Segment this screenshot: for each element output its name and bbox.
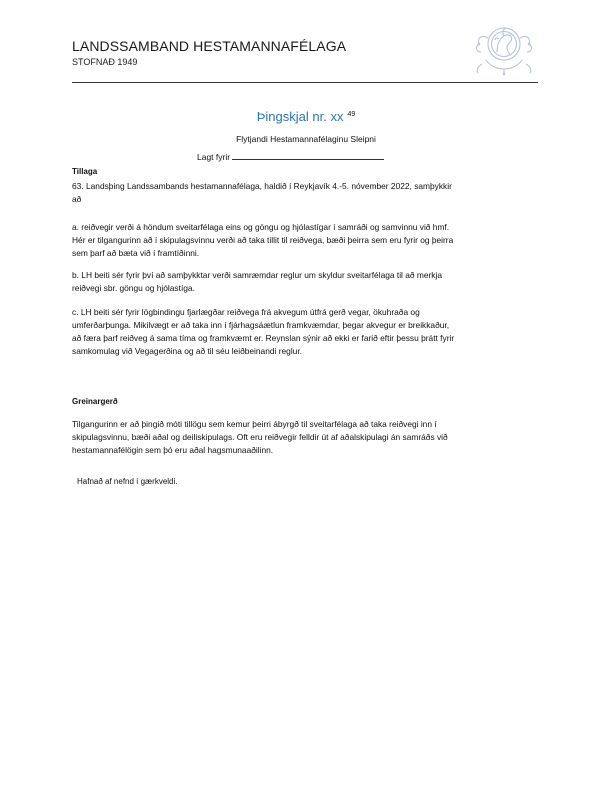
document-number: 49 [347,111,356,118]
document-title-text: Þingskjal nr. xx [256,109,344,124]
proposal-item-c [72,306,542,358]
text-line: hestamannafélögin sem þó eru aðal hagsmunaaðilinn. [72,445,274,455]
proposal-heading: Tillaga [72,167,98,176]
text-line: c. LH beiti sér fyrir lögbindingu fjarlægðar reiðvega frá akvegum útfrá gerð vegar, ökuhraða og [72,307,420,317]
presenter-line: Flytjandi Hestamannafélaginu Sleipni [236,134,376,144]
horse-emblem-icon [466,20,542,76]
founded-line: STOFNAÐ 1949 [72,57,138,67]
text-line: b. LH beiti sér fyrir því að samþykktar verði samræmdar reglur um skyldur sveitarfélaga til að merkja [72,270,443,280]
text-line: 63. Landsþing Landssambands hestamannafélaga, haldið í Reykjavík 4.-5. nóvember 2022, samþykkir [72,181,452,191]
rationale-text [72,418,542,457]
text-line: Hér er tilgangurinn að í skipulagsvinnu verði að taka tillit til reiðvega, bæði þeirra sem eru fyrir og þeirra [72,235,454,245]
text-line: a. reiðvegir verði á höndum sveitarfélaga eins og göngu og hjólastígar í samráði og samvinnu við hmf. [72,222,450,232]
submitted-label: Lagt fyrir [197,152,231,162]
submitted-to-line [197,151,384,162]
text-line: reiðvegi sbr. göngu og hjólastíga. [72,283,195,293]
rationale-heading: Greinargerð [72,397,118,406]
proposal-item-a [72,221,542,260]
committee-note: Hafnað af nefnd í gærkveldi. [77,477,178,486]
text-line: að [72,194,82,204]
text-line: sem þarf að bæta við í framtíðinni. [72,248,200,258]
proposal-item-b [72,269,542,295]
text-line: skipulagsvinnu, bæði aðal og deiliskipulags. Oft eru reiðvegir felldir út af aðalskipulagi án samráðs við [72,432,448,442]
text-line: að færa þarf reiðveg á sama tíma og framkvæmt er. Reynslan sýnir að ekki er farið eftir þessu þrátt fyrir [72,333,455,343]
text-line: umferðarþunga. Mikilvægt er að taka inn í fjárhagsáætlun framkvæmdar, þegar akvegur er breikkaður, [72,320,450,330]
blank-underline [232,151,384,160]
document-title [0,108,612,126]
text-line: Tilgangurinn er að þingið móti tillögu sem kemur þeirri ábyrgð til sveitarfélaga að taka reiðvegi inn í [72,419,437,429]
organization-name: LANDSSAMBAND HESTAMANNAFÉLAGA [72,38,347,54]
header-divider [72,82,538,83]
proposal-intro [72,180,542,206]
text-line: samkomulag við Vegagerðina og að til séu leiðbeinandi reglur. [72,346,302,356]
